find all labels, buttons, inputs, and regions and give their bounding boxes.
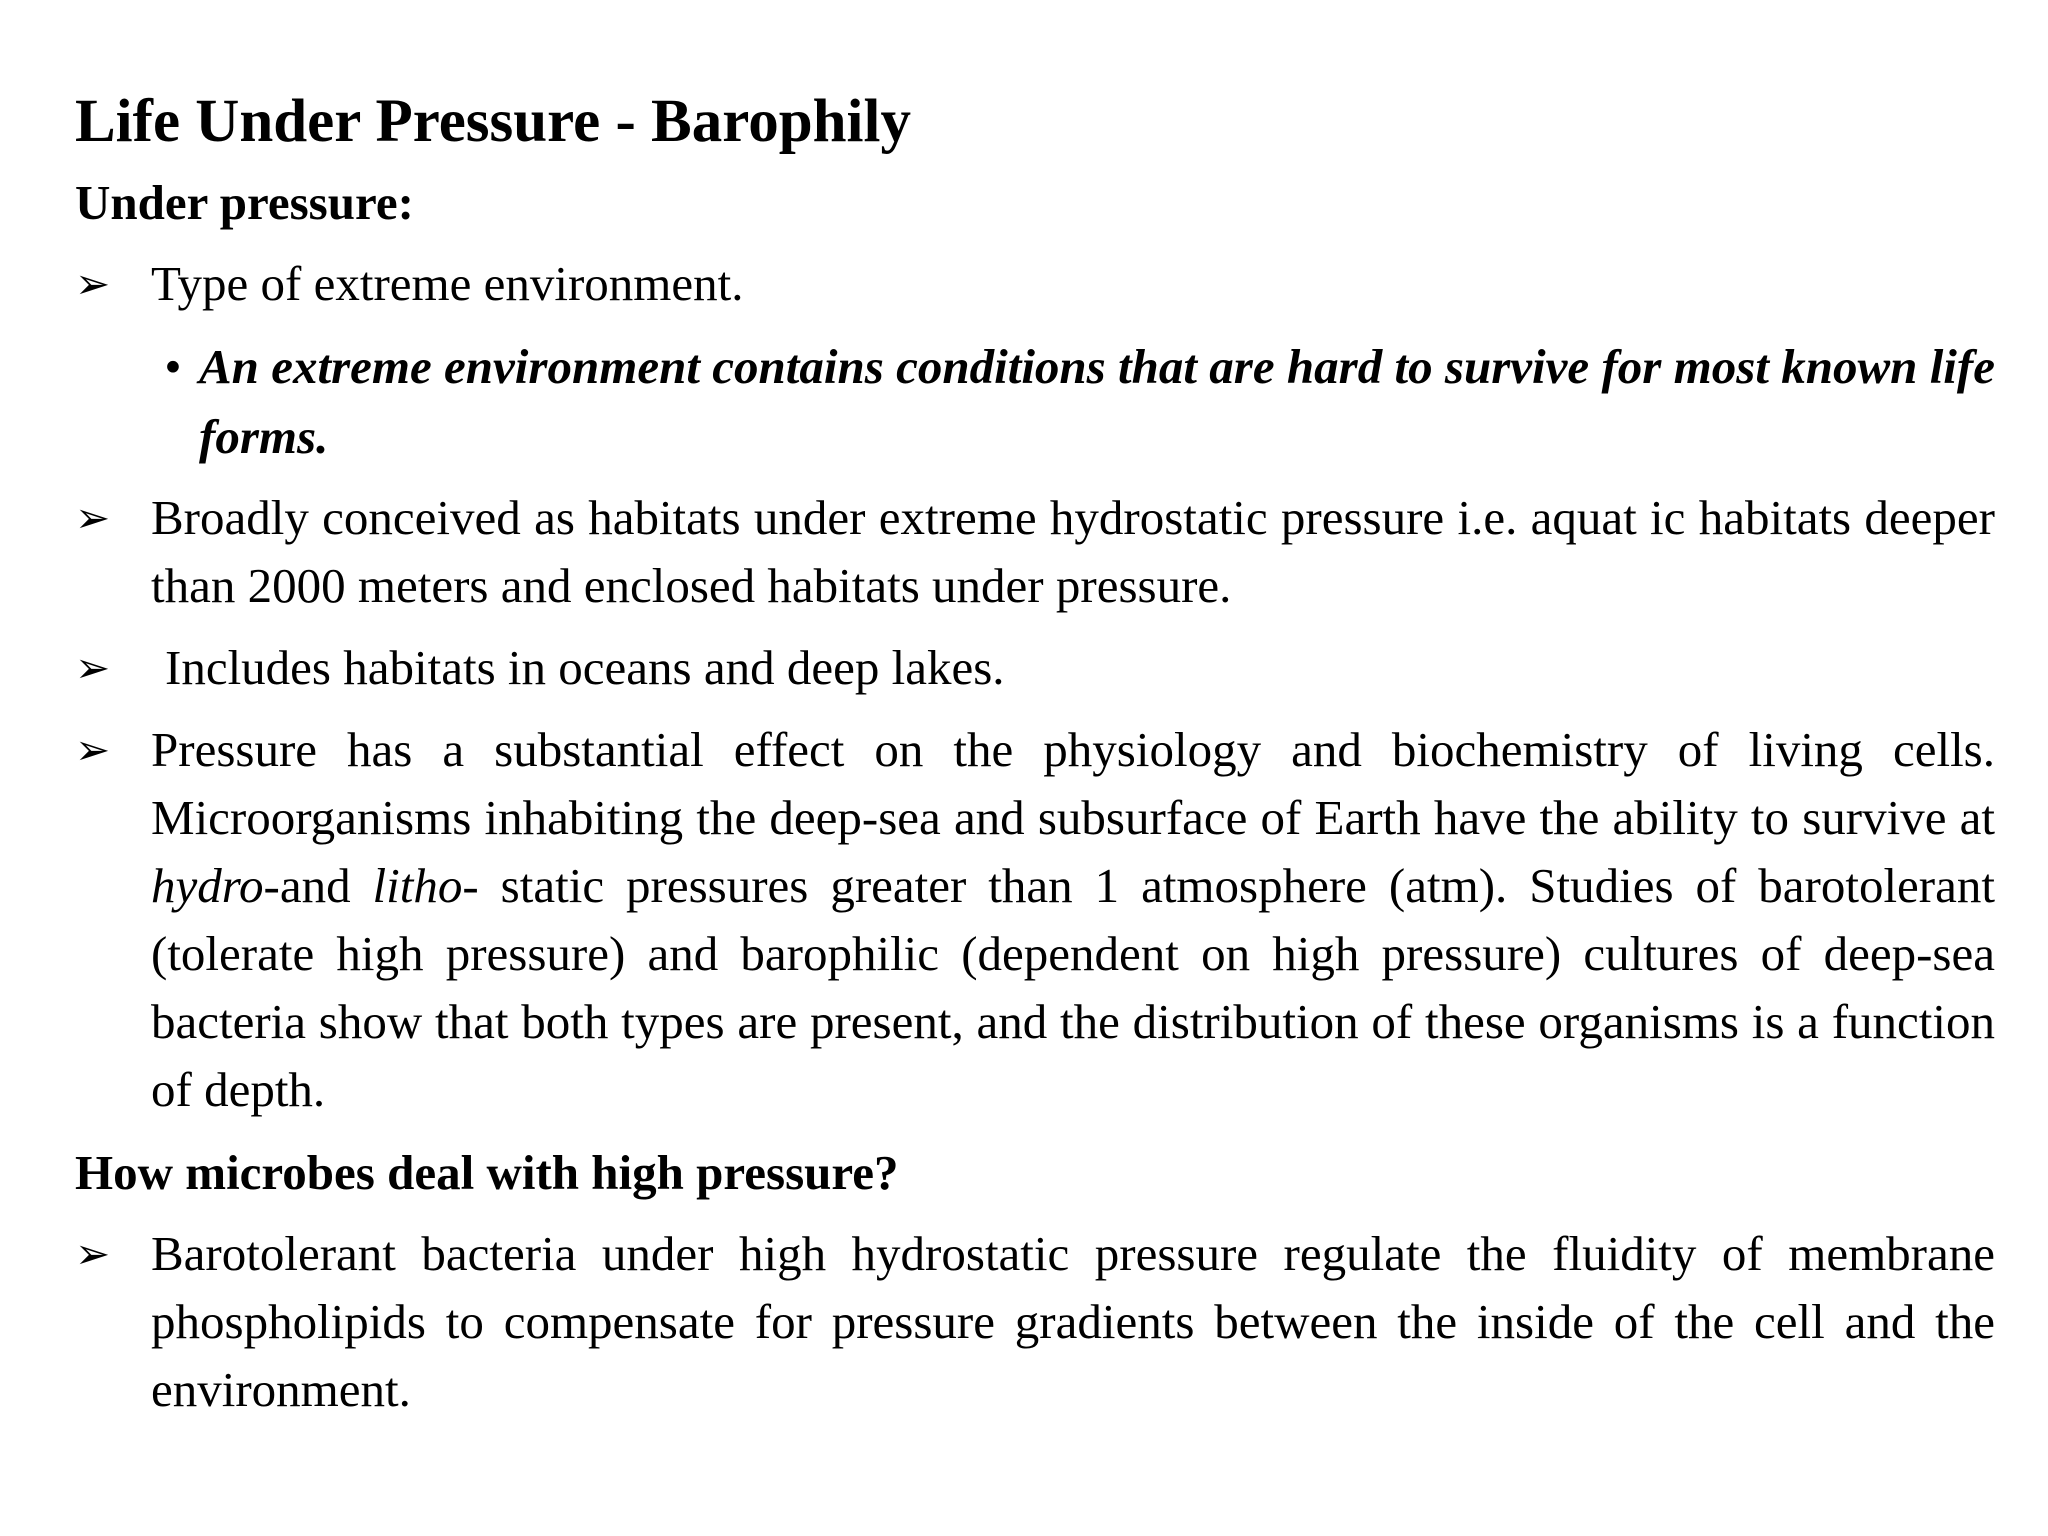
arrow-bullet-icon: ➢ <box>75 643 111 692</box>
section-heading-under-pressure: Under pressure: <box>75 175 414 230</box>
bullet-item <box>75 716 1995 1124</box>
bullet-text: Type of extreme environment. <box>151 256 744 311</box>
slide-content <box>75 82 1995 1438</box>
bullet-text: Barotolerant bacteria under high hydrostatic pressure regulate the fluidity of membrane phospholipids to compensate for pressure gradients between the inside of the cell and the environment. <box>151 1226 1995 1417</box>
slide-title: Life Under Pressure - Barophily <box>75 88 911 155</box>
dot-bullet-icon: • <box>164 339 182 394</box>
bullet-item <box>75 634 1995 702</box>
arrow-bullet-icon: ➢ <box>75 493 111 542</box>
bullet-item <box>75 250 1995 318</box>
italic-term-hydro: hydro <box>151 858 264 913</box>
sub-bullet-text: An extreme environment contains conditions that are hard to survive for most known life forms. <box>199 339 1995 464</box>
bullet-text: Includes habitats in oceans and deep lakes. <box>165 640 1005 695</box>
italic-term-litho: litho <box>372 858 463 913</box>
bullet-item <box>75 484 1995 620</box>
arrow-bullet-icon: ➢ <box>75 725 111 774</box>
sub-bullet-item <box>147 332 1995 472</box>
bullet-text-part: Pressure has a substantial effect on the physiology and biochemistry of living cells. Microorganisms inhabiting the deep-sea and subsurface of Earth have the ability to survive at <box>151 722 1995 845</box>
arrow-bullet-icon: ➢ <box>75 259 111 308</box>
bullet-text <box>151 716 1995 1124</box>
bullet-text: Broadly conceived as habitats under extreme hydrostatic pressure i.e. aquat ic habitats deeper than 2000 meters and enclosed habitats under pressure. <box>151 490 1995 613</box>
arrow-bullet-icon: ➢ <box>75 1229 111 1278</box>
bullet-text-part: -and <box>263 858 373 913</box>
bullet-text-part: - static pressures greater than 1 atmosphere (atm). Studies of barotolerant (tolerate high pressure) and barophilic (dependent on high pressure) cultures of deep-sea bacteria show that both types are present, and the distribution of these organisms is a function of depth. <box>151 858 1995 1117</box>
bullet-item <box>75 1220 1995 1424</box>
section-heading-high-pressure: How microbes deal with high pressure? <box>75 1145 899 1200</box>
